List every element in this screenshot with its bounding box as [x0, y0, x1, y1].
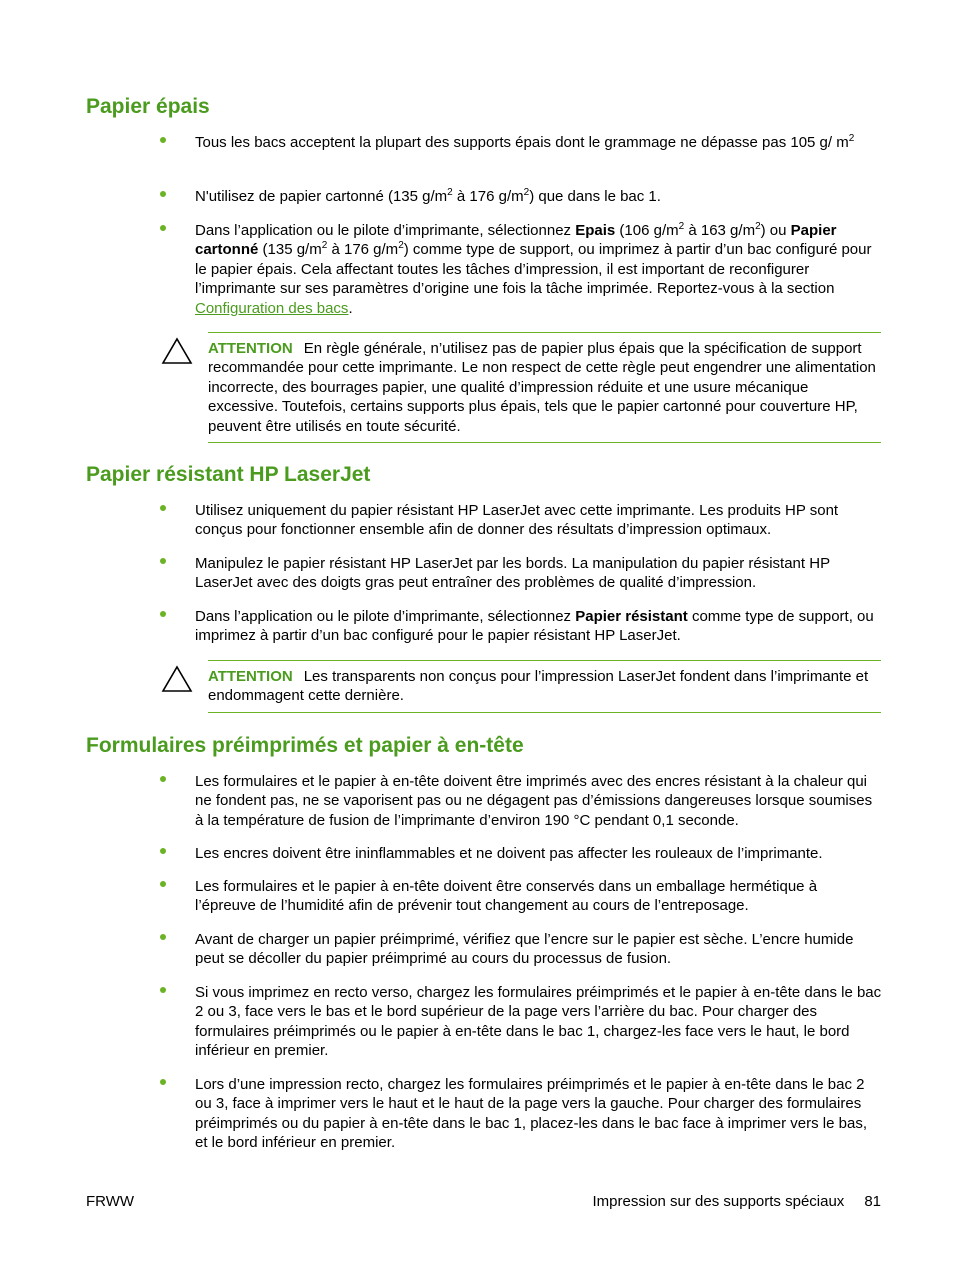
list-item: Dans l’application ou le pilote d’imprimante, sélectionnez Epais (106 $g/m^2$ à 163 $g/m^2$) ou Papier cartonné (135 $g/m^2$ à 176 $g/m^2$) comme type de support, ou imprimez à partir d’un bac configuré pour le papier épais. Cela affectant toutes les tâches d’impression, il est important de reconfigurer l’imprimante sur ses paramètres d’origine une fois la tâche imprimée. Reportez-vous à la section Configuration des bacs.	[160, 221, 882, 318]
bullet-icon	[160, 191, 166, 197]
bullet-icon	[160, 137, 166, 143]
configuration-des-bacs-link[interactable]: Configuration des bacs	[195, 299, 349, 317]
list-item: Utilisez uniquement du papier résistant HP LaserJet avec cette imprimante. Les produits HP sont conçus pour fonctionner ensemble afin de donner des résultats d’impression optimaux.	[160, 501, 882, 540]
warning-triangle-icon	[160, 664, 194, 694]
attention-label: ATTENTION	[208, 340, 293, 357]
attention-note	[208, 660, 881, 713]
footer-right	[593, 1193, 881, 1211]
bullet-icon	[160, 558, 166, 564]
list-item: Manipulez le papier résistant HP LaserJet par les bords. La manipulation du papier résistant HP LaserJet avec des doigts gras peut entraîner des problèmes de qualité d’impression.	[160, 554, 882, 593]
section-heading-formulaires: Formulaires préimprimés et papier à en-tête	[86, 734, 524, 757]
list-item: Avant de charger un papier préimprimé, vérifiez que l’encre sur le papier est sèche. L’encre humide peut se décoller du papier préimprimé au cours du processus de fusion.	[160, 930, 882, 969]
list-item: Les encres doivent être ininflammables et ne doivent pas affecter les rouleaux de l’imprimante.	[160, 844, 882, 863]
list-item: Dans l’application ou le pilote d’imprimante, sélectionnez Papier résistant comme type de support, ou imprimez à partir d’un bac configuré pour le papier résistant HP LaserJet.	[160, 607, 882, 646]
attention-text: En règle générale, n’utilisez pas de papier plus épais que la spécification de support recommandée pour cette imprimante. Le non respect de cette règle peut engendrer une alimentation incorrecte, des bourrages papier, une qualité d’impression réduite et une usure mécanique excessive. Toutefois, certains supports plus épais, tels que le papier cartonné pour couverture HP, peuvent être utilisés en toute sécurité.	[208, 340, 876, 435]
attention-text: Les transparents non conçus pour l’impression LaserJet fondent dans l’imprimante et endommagent cette dernière.	[208, 668, 869, 705]
list-item: N'utilisez de papier cartonné (135 $g/m^2$ à 176 $g/m^2$) que dans le bac 1.	[160, 187, 882, 206]
list-item: Si vous imprimez en recto verso, chargez les formulaires préimprimés et le papier à en-tête dans le bac 2 ou 3, face vers le bas et le bord supérieur de la page vers l’arrière du bac. Pour charger des formulaires préimprimés ou le papier à en-tête dans le bac 1, chargez-les face vers le haut, le bord inférieur en premier.	[160, 983, 882, 1061]
footer-section-title: Impression sur des supports spéciaux	[592, 1193, 845, 1210]
page-number: 81	[864, 1193, 881, 1210]
bullet-icon	[160, 881, 166, 887]
section-heading-papier-resistant: Papier résistant HP LaserJet	[86, 463, 371, 486]
list-item: Lors d’une impression recto, chargez les formulaires préimprimés et le papier à en-tête dans le bac 2 ou 3, face à imprimer vers le haut et le haut de la page vers la gauche. Pour charger des formulaires préimprimés ou du papier à en-tête dans le bac 1, placez-les dans le bac face à imprimer vers le bas, et le bord inférieur en premier.	[160, 1075, 882, 1153]
bullet-icon	[160, 1079, 166, 1085]
list-item: Les formulaires et le papier à en-tête doivent être conservés dans un emballage hermétique à l’épreuve de l’humidité afin de prévenir tout changement au cours de l’entreposage.	[160, 877, 882, 916]
bullet-icon	[160, 848, 166, 854]
bullet-icon	[160, 987, 166, 993]
list-item: Les formulaires et le papier à en-tête doivent être imprimés avec des encres résistant à la chaleur qui ne fondent pas, ne se vaporisent pas ou ne dégagent pas d’émissions dangereuses lorsque soumises à la température de fusion de l’imprimante d’environ 190 °C pendant 0,1 seconde.	[160, 772, 882, 830]
warning-triangle-icon	[160, 336, 194, 366]
bullet-icon	[160, 505, 166, 511]
attention-note	[208, 332, 881, 443]
list-item: Tous les bacs acceptent la plupart des supports épais dont le grammage ne dépasse pas 105 g/ $m^2$	[160, 133, 882, 152]
bullet-icon	[160, 934, 166, 940]
bullet-icon	[160, 225, 166, 231]
bullet-icon	[160, 611, 166, 617]
attention-label: ATTENTION	[208, 668, 293, 685]
bullet-icon	[160, 776, 166, 782]
footer-left: FRWW	[86, 1193, 135, 1210]
section-heading-papier-epais: Papier épais	[86, 95, 210, 118]
